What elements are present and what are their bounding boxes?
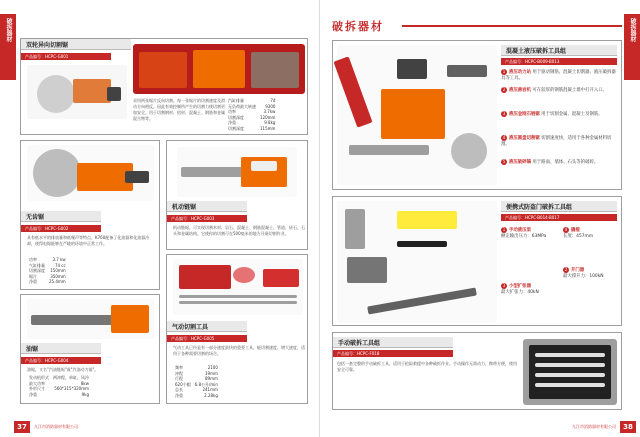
right-side-tab: [624, 14, 640, 80]
chainless-saw-title: 无齿锯: [26, 214, 45, 221]
manual-code: 产品编号：HCPC-F018: [333, 350, 453, 357]
right-footer: [320, 421, 640, 433]
gas-tool-desc: 气动工具已经是有一部分速度最快的重要工具，能切割速度、增大速度，适用于各种需要切割的场合。: [173, 345, 305, 356]
left-side-tab: [0, 14, 16, 80]
double-saw-desc: 采用两张锯片反向切割。每一张锯片的切割速度及滑动方向相反。因此有效控制所产生的切割力使切割更加安全。用于切割钢材、铝材、混凝土、钢筋和金属混合物等。: [133, 98, 225, 121]
portable-code: 产品编号：HCPC-B014-B017: [501, 214, 617, 221]
double-saw-header: [21, 39, 131, 50]
hydraulic-item-3: 3 液压金刚石链锯 用于切割金属、混凝土及钢筋。: [502, 111, 603, 117]
chain-saw-header: [167, 201, 247, 212]
portable-item-1: 1 手动液压泵 额定输出压力：63MPa: [501, 227, 547, 239]
hydraulic-section: [332, 40, 622, 190]
manual-title: 手动破拆工具组: [338, 340, 381, 347]
gas-tool-section: [166, 254, 308, 404]
right-side-tab-title: 破拆器材: [629, 18, 636, 42]
oil-saw-desc: 油锯，又名"汽油链锯"或"汽油动力锯"。: [27, 367, 99, 372]
manual-case-image: [523, 339, 617, 405]
double-saw-action-photo: [133, 44, 305, 94]
double-saw-image: [27, 65, 127, 119]
portable-section: [332, 196, 622, 326]
hydraulic-item-4: 4 液压圆盘切割锯 切割速度快，适用于各种金属材料切割。: [501, 135, 612, 147]
chain-saw-section: [166, 140, 308, 250]
portable-image: [337, 201, 497, 323]
left-company: 九江市消防器材有限公司: [34, 424, 78, 429]
hydraulic-code: 产品编号：HCPC-B009-B013: [501, 58, 617, 65]
hydraulic-item-2: 2 液压凿岩机 可在较厚的钢筋混凝土墙中打开入口。: [502, 87, 608, 93]
right-page-title: [332, 18, 622, 34]
left-page-number: 37: [14, 421, 30, 433]
right-page-number: 38: [620, 421, 636, 433]
left-side-tab-title: 破拆器材: [5, 18, 12, 42]
hydraulic-header: [501, 45, 617, 56]
portable-item-2: 2 开门器 最大撑开力：100kN: [563, 267, 604, 279]
chainless-saw-code: 产品编号：HCPC-G002: [21, 225, 101, 232]
oil-saw-section: [20, 294, 160, 404]
portable-title: 便携式防盗门破拆工具组: [506, 204, 573, 211]
left-footer: [0, 421, 320, 433]
manual-desc: 包括一套完整的手动破拆工具，适用于抢险救援中各种破拆作业。手动操作无需动力，携带方便，使用安全可靠。: [337, 361, 517, 372]
right-page: [320, 0, 640, 437]
manual-section: [332, 332, 622, 410]
chain-saw-title: 机动链锯: [172, 204, 197, 211]
chainless-saw-section: [20, 140, 160, 290]
right-company: 九江市消防器材有限公司: [572, 424, 616, 429]
portable-item-3: 3 小型扩张器 最大扩张力：40kN: [501, 283, 539, 295]
double-saw-code: 产品编号：HCPC-G001: [21, 53, 111, 60]
gas-tool-code: 产品编号：HCPC-G005: [167, 335, 247, 342]
chainless-saw-specs: 功率 3.7 kw 气缸排量 74 cc 切割深度 150mm 锯片 350mm 净重 25.4mm: [29, 257, 66, 284]
gas-tool-specs: 频率 2100 冲程 19mm 行程 89mm 620个帽 6.8公升/min 总长 241mm 净重 2.28kg: [175, 365, 218, 398]
oil-saw-header: [21, 343, 101, 354]
portable-header: [501, 201, 617, 212]
gas-tool-image: [173, 259, 303, 315]
oil-saw-title: 油锯: [26, 346, 39, 353]
chain-saw-desc: 机动链锯。可实现切割木材、岩石、混凝土、钢筋混凝土、管道、砖石、石头和金属结构。它使你的切割可在500毫米的地方开展切割作业。: [173, 225, 305, 236]
double-saw-section: [20, 38, 308, 135]
right-page-title-rule: [402, 25, 622, 27]
portable-item-4: 4 撬棍 长度：457mm: [563, 227, 594, 239]
oil-saw-specs: 发动机形式 两冲程、单缸、风冷 最大功率 8kw 外形尺寸 560*315*320mm 净重 9kg: [29, 375, 89, 397]
hydraulic-image: [337, 45, 497, 185]
oil-saw-code: 产品编号：HCPC-G004: [21, 357, 101, 364]
oil-saw-image: [27, 299, 155, 339]
double-saw-specs: 汽缸排量 74 无负荷最大转速 9300 功率 3.7kw 切割深度 120mm 净重 9.8kg 切割深度 115mm: [228, 98, 276, 131]
manual-header: [333, 337, 453, 348]
hydraulic-item-1: 1 液压动力站 用于驱动钢筋、混凝土切割器、液压破拆器具等工具。: [501, 69, 616, 81]
hydraulic-title: 混凝土液压破拆工具组: [506, 48, 567, 55]
right-page-title-text: 破拆器材: [332, 20, 384, 33]
chain-saw-image: [177, 147, 297, 197]
double-saw-title: 双轮异向切割锯: [26, 42, 69, 49]
gas-tool-title: 气动切割工具: [172, 324, 209, 331]
hydraulic-item-5: 5 液压破碎镐 用于路面、墙体、石头等的破碎。: [502, 159, 599, 165]
chainless-saw-image: [27, 145, 155, 201]
gas-tool-header: [167, 321, 247, 332]
chain-saw-code: 产品编号：HCPC-G003: [167, 215, 247, 222]
chainless-saw-header: [21, 211, 101, 222]
chainless-saw-desc: 具有低水平的排放量和低噪声等特点。K760配备了化油器和化油器冷却，使得电锯能够在严峻的环境中正常工作。: [27, 235, 150, 246]
